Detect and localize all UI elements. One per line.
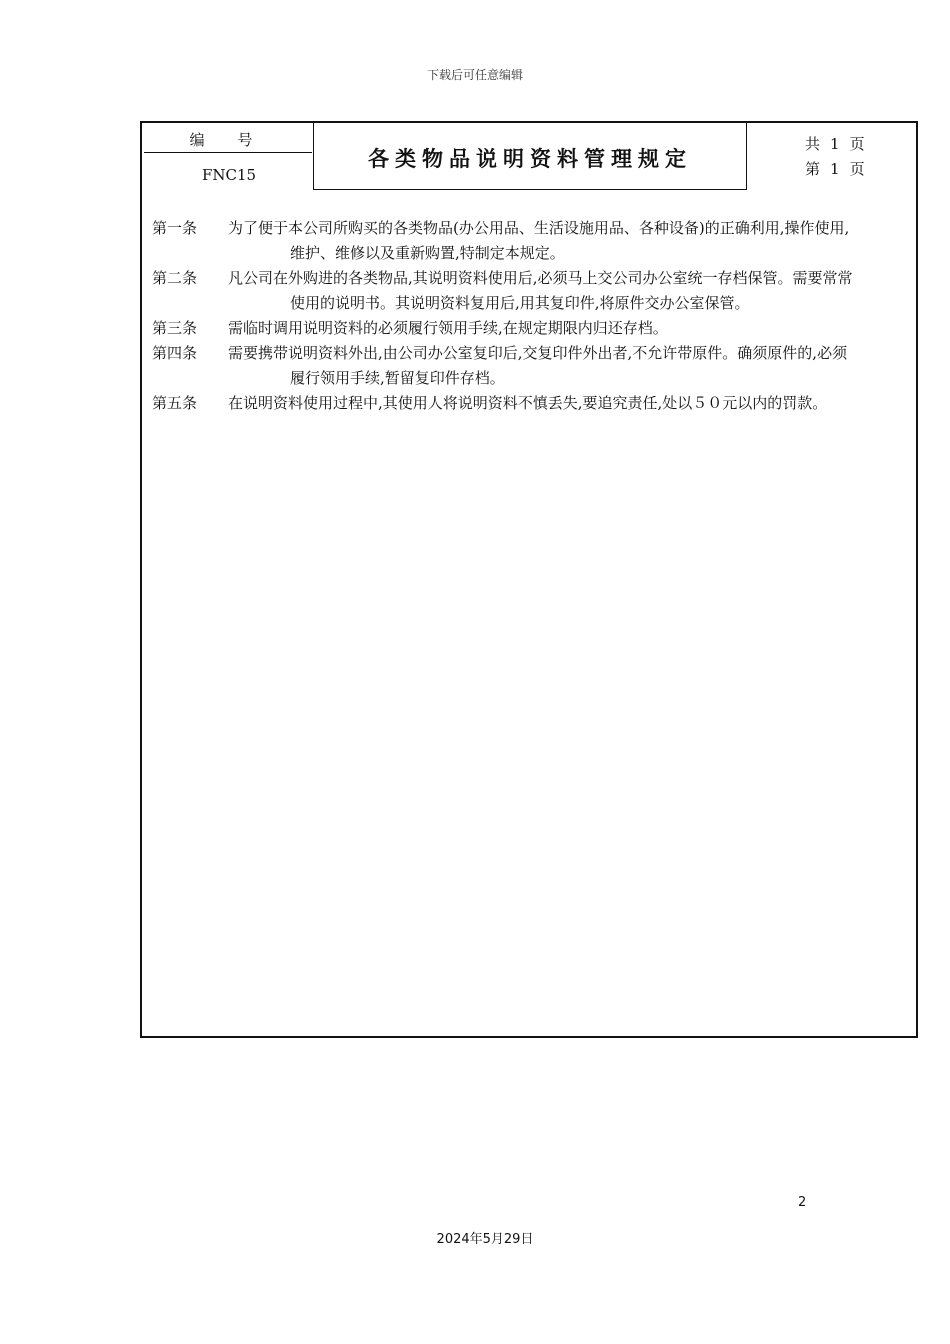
total-pages-prefix: 共 xyxy=(805,135,821,153)
current-page-prefix: 第 xyxy=(805,160,821,178)
code-value: FNC15 xyxy=(201,166,257,184)
header-note: 下载后可任意编辑 xyxy=(426,68,523,82)
total-pages xyxy=(805,133,865,154)
article-text: 在说明资料使用过程中,其使用人将说明资料不慎丢失,要追究责任,处以５０元以内的罚款。 xyxy=(228,394,828,412)
footer-date: 2024年5月29日 xyxy=(436,1232,534,1247)
article-text-continued: 维护、维修以及重新购置,特制定本规定。 xyxy=(290,244,565,262)
article-text-continued: 使用的说明书。其说明资料复用后,用其复印件,将原件交办公室保管。 xyxy=(290,294,750,312)
article-label: 第二条 xyxy=(152,269,198,287)
total-pages-suffix: 页 xyxy=(849,135,865,153)
article-3 xyxy=(152,316,898,341)
article-label: 第一条 xyxy=(152,219,198,237)
article-label: 第三条 xyxy=(152,319,198,337)
code-divider xyxy=(144,152,312,153)
articles-list xyxy=(152,216,898,416)
current-page xyxy=(805,158,865,179)
current-page-value: 1 xyxy=(830,160,840,178)
article-text: 凡公司在外购进的各类物品,其说明资料使用后,必须马上交公司办公室统一存档保管。需要常常 xyxy=(228,269,853,287)
code-label: 编 号 xyxy=(189,131,267,149)
total-pages-value: 1 xyxy=(830,135,840,153)
article-text-continued: 履行领用手续,暂留复印件存档。 xyxy=(290,369,505,387)
article-label: 第五条 xyxy=(152,394,198,412)
article-text: 需要携带说明资料外出,由公司办公室复印后,交复印件外出者,不允许带原件。确须原件的,必须 xyxy=(228,344,848,362)
article-label: 第四条 xyxy=(152,344,198,362)
article-5 xyxy=(152,391,898,416)
current-page-suffix: 页 xyxy=(849,160,865,178)
article-text: 需临时调用说明资料的必须履行领用手续,在规定期限内归还存档。 xyxy=(228,319,668,337)
article-text: 为了便于本公司所购买的各类物品(办公用品、生活设施用品、各种设备)的正确利用,操作使用, xyxy=(228,219,850,237)
article-1 xyxy=(152,216,898,266)
page-number: 2 xyxy=(798,1195,807,1210)
article-4 xyxy=(152,341,898,391)
article-2 xyxy=(152,266,898,316)
document-title: 各类物品说明资料管理规定 xyxy=(368,147,692,171)
